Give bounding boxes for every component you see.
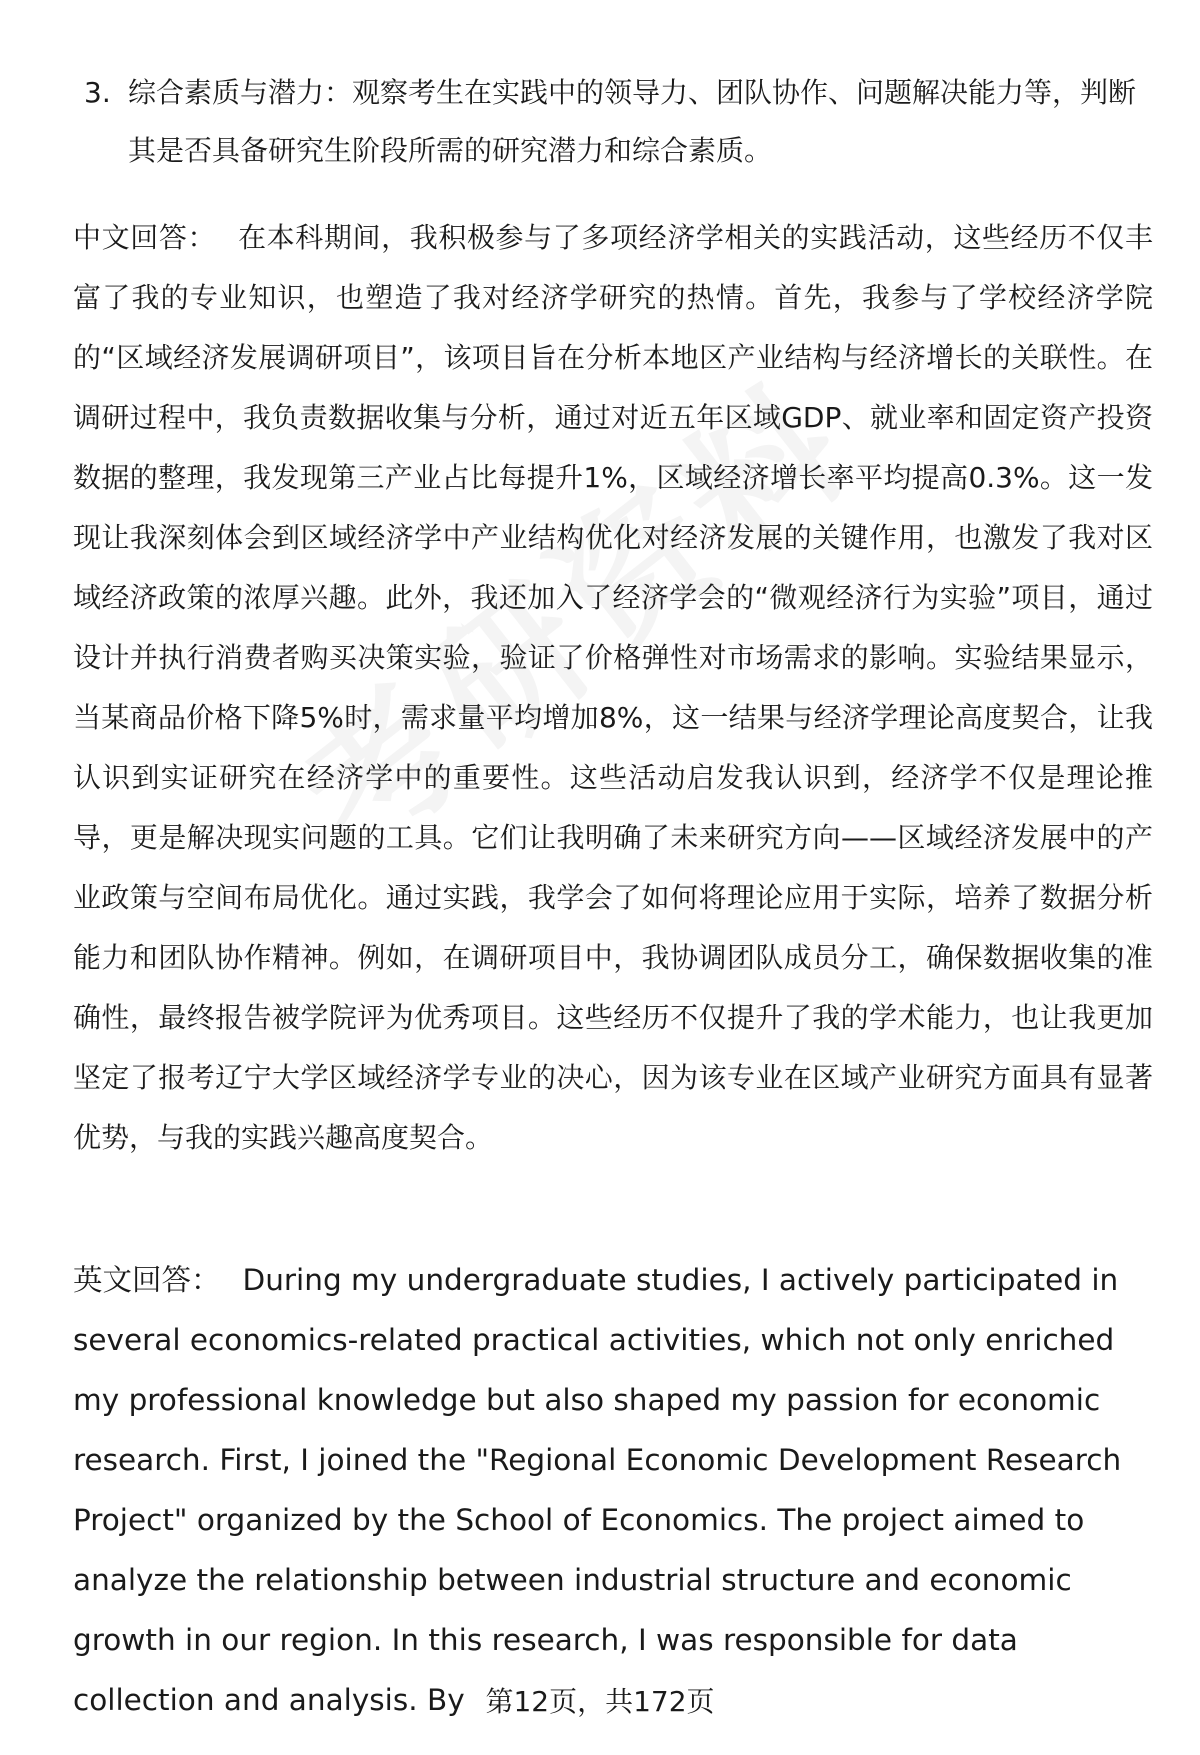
chinese-answer-paragraph [73, 208, 1153, 1168]
page-footer: 第12页，共172页 [485, 1685, 715, 1718]
list-item-text: 综合素质与潜力：观察考生在实践中的领导力、团队协作、问题解决能力等，判断其是否具备研究生阶段所需的研究潜力和综合素质。 [128, 76, 1137, 167]
list-item-number: 3. [84, 76, 111, 109]
chinese-answer-label: 中文回答： [73, 221, 217, 254]
english-answer-paragraph [73, 1250, 1153, 1730]
list-item-3 [84, 64, 1144, 180]
english-answer-label: 英文回答： [73, 1263, 221, 1297]
chinese-answer-text: 在本科期间，我积极参与了多项经济学相关的实践活动，这些经历不仅丰富了我的专业知识，也塑造了我对经济学研究的热情。首先，我参与了学校经济学院的“区域经济发展调研项目”，该项目旨在分析本地区产业结构与经济增长的关联性。在调研过程中，我负责数据收集与分析，通过对近五年区域GDP、就业率和固定资产投资数据的整理，我发现第三产业占比每提升1%，区域经济增长率平均提高0.3%。这一发现让我深刻体会到区域经济学中产业结构优化对经济发展的关键作用，也激发了我对区域经济政策的浓厚兴趣。此外，我还加入了经济学会的“微观经济行为实验”项目，通过设计并执行消费者购买决策实验，验证了价格弹性对市场需求的影响。实验结果显示，当某商品价格下降5%时，需求量平均增加8%，这一结果与经济学理论高度契合，让我认识到实证研究在经济学中的重要性。这些活动启发我认识到，经济学不仅是理论推导，更是解决现实问题的工具。它们让我明确了未来研究方向——区域经济发展中的产业政策与空间布局优化。通过实践，我学会了如何将理论应用于实际，培养了数据分析能力和团队协作精神。例如，在调研项目中，我协调团队成员分工，确保数据收集的准确性，最终报告被学院评为优秀项目。这些经历不仅提升了我的学术能力，也让我更加坚定了报考辽宁大学区域经济学专业的决心，因为该专业在区域产业研究方面具有显著优势，与我的实践兴趣高度契合。 [73, 221, 1153, 1154]
english-answer-text: During my undergraduate studies, I actively participated in several economics-related practical activities, which not only enriched my professional knowledge but also shaped my passion for economic research. First, I joined the "Regional Economic Development Research Project" organized by the School of Economics. The project aimed to analyze the relationship between industrial structure and economic growth in our region. In this research, I was responsible for data collection and analysis. By [73, 1263, 1122, 1717]
